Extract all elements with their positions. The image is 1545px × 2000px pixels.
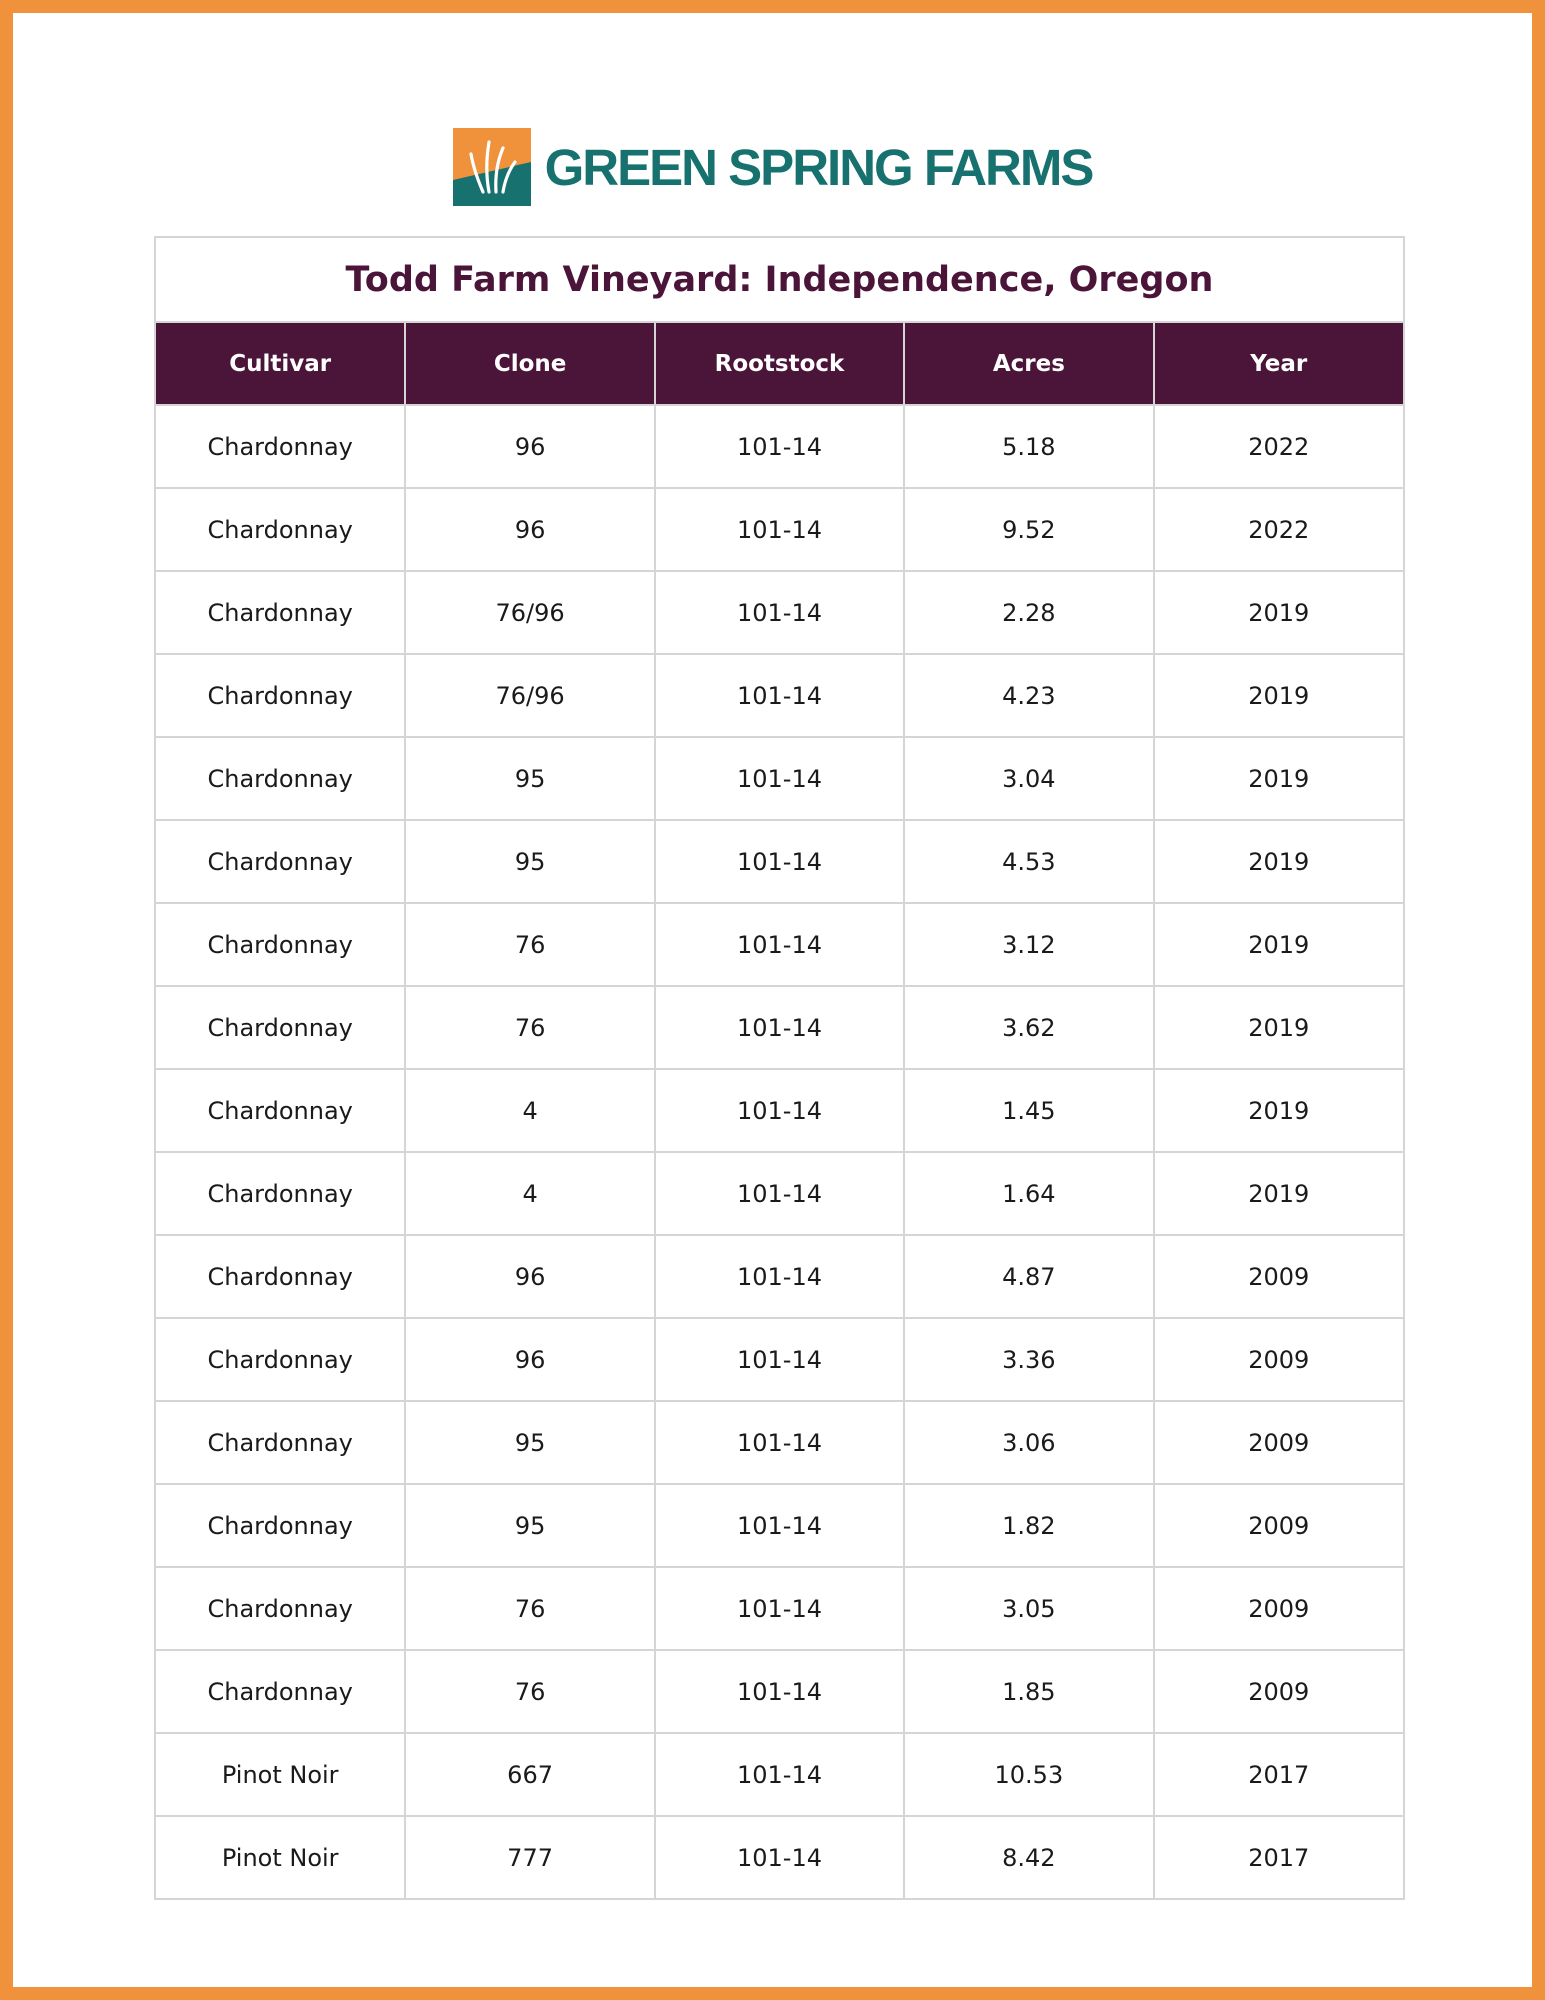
cell-year: 2022 <box>1154 405 1403 488</box>
cell-year: 2019 <box>1154 986 1403 1069</box>
cell-cultivar: Chardonnay <box>156 1484 405 1567</box>
cell-clone: 95 <box>405 1401 654 1484</box>
table-row <box>156 1152 1403 1235</box>
table-row <box>156 654 1403 737</box>
cell-acres: 10.53 <box>904 1733 1153 1816</box>
cell-rootstock: 101-14 <box>655 903 904 986</box>
wheat-grass-icon <box>453 128 531 206</box>
cell-year: 2022 <box>1154 488 1403 571</box>
cell-cultivar: Chardonnay <box>156 903 405 986</box>
cell-cultivar: Pinot Noir <box>156 1733 405 1816</box>
cell-rootstock: 101-14 <box>655 1733 904 1816</box>
cell-rootstock: 101-14 <box>655 488 904 571</box>
cell-rootstock: 101-14 <box>655 654 904 737</box>
cell-clone: 95 <box>405 820 654 903</box>
table-row <box>156 1401 1403 1484</box>
cell-year: 2017 <box>1154 1816 1403 1898</box>
cell-rootstock: 101-14 <box>655 986 904 1069</box>
cell-clone: 76/96 <box>405 654 654 737</box>
cell-year: 2009 <box>1154 1401 1403 1484</box>
cell-acres: 1.82 <box>904 1484 1153 1567</box>
cell-acres: 4.53 <box>904 820 1153 903</box>
cell-acres: 4.23 <box>904 654 1153 737</box>
table-row <box>156 1650 1403 1733</box>
cell-cultivar: Chardonnay <box>156 1235 405 1318</box>
cell-year: 2019 <box>1154 654 1403 737</box>
table-row <box>156 405 1403 488</box>
cell-clone: 76/96 <box>405 571 654 654</box>
cell-cultivar: Chardonnay <box>156 1567 405 1650</box>
table-row <box>156 986 1403 1069</box>
table-header-row <box>156 323 1403 405</box>
vineyard-table-card <box>154 236 1405 1900</box>
cell-rootstock: 101-14 <box>655 820 904 903</box>
cell-acres: 9.52 <box>904 488 1153 571</box>
cell-cultivar: Chardonnay <box>156 737 405 820</box>
cell-rootstock: 101-14 <box>655 1816 904 1898</box>
table-row <box>156 1318 1403 1401</box>
table-row <box>156 903 1403 986</box>
cell-year: 2019 <box>1154 737 1403 820</box>
cell-year: 2009 <box>1154 1567 1403 1650</box>
cell-rootstock: 101-14 <box>655 571 904 654</box>
cell-clone: 76 <box>405 1650 654 1733</box>
table-row <box>156 1733 1403 1816</box>
cell-cultivar: Chardonnay <box>156 488 405 571</box>
cell-clone: 4 <box>405 1152 654 1235</box>
cell-clone: 96 <box>405 405 654 488</box>
cell-acres: 2.28 <box>904 571 1153 654</box>
cell-cultivar: Chardonnay <box>156 405 405 488</box>
cell-year: 2019 <box>1154 820 1403 903</box>
table-row <box>156 737 1403 820</box>
cell-clone: 95 <box>405 1484 654 1567</box>
cell-year: 2019 <box>1154 571 1403 654</box>
cell-year: 2009 <box>1154 1318 1403 1401</box>
cell-clone: 95 <box>405 737 654 820</box>
cell-acres: 3.04 <box>904 737 1153 820</box>
cell-rootstock: 101-14 <box>655 1401 904 1484</box>
cell-acres: 1.45 <box>904 1069 1153 1152</box>
cell-acres: 5.18 <box>904 405 1153 488</box>
cell-clone: 4 <box>405 1069 654 1152</box>
cell-acres: 1.64 <box>904 1152 1153 1235</box>
cell-clone: 777 <box>405 1816 654 1898</box>
cell-cultivar: Chardonnay <box>156 1401 405 1484</box>
cell-clone: 76 <box>405 903 654 986</box>
cell-year: 2017 <box>1154 1733 1403 1816</box>
table-row <box>156 1816 1403 1898</box>
vineyard-table <box>156 323 1403 1898</box>
table-row <box>156 1484 1403 1567</box>
cell-year: 2009 <box>1154 1235 1403 1318</box>
table-row <box>156 820 1403 903</box>
cell-year: 2009 <box>1154 1484 1403 1567</box>
cell-cultivar: Chardonnay <box>156 820 405 903</box>
cell-clone: 76 <box>405 986 654 1069</box>
brand-name: GREEN SPRING FARMS <box>544 138 1093 196</box>
cell-cultivar: Chardonnay <box>156 1069 405 1152</box>
cell-clone: 667 <box>405 1733 654 1816</box>
cell-year: 2019 <box>1154 1152 1403 1235</box>
cell-cultivar: Chardonnay <box>156 986 405 1069</box>
cell-rootstock: 101-14 <box>655 1069 904 1152</box>
cell-clone: 96 <box>405 1235 654 1318</box>
cell-acres: 4.87 <box>904 1235 1153 1318</box>
table-row <box>156 1567 1403 1650</box>
table-title: Todd Farm Vineyard: Independence, Oregon <box>156 238 1403 323</box>
column-header-cultivar: Cultivar <box>156 323 405 405</box>
cell-rootstock: 101-14 <box>655 737 904 820</box>
cell-rootstock: 101-14 <box>655 1235 904 1318</box>
cell-cultivar: Chardonnay <box>156 1650 405 1733</box>
cell-acres: 3.62 <box>904 986 1153 1069</box>
table-body <box>156 405 1403 1898</box>
cell-acres: 3.05 <box>904 1567 1153 1650</box>
column-header-clone: Clone <box>405 323 654 405</box>
cell-rootstock: 101-14 <box>655 1318 904 1401</box>
column-header-acres: Acres <box>904 323 1153 405</box>
column-header-year: Year <box>1154 323 1403 405</box>
cell-rootstock: 101-14 <box>655 1152 904 1235</box>
cell-rootstock: 101-14 <box>655 1484 904 1567</box>
column-header-rootstock: Rootstock <box>655 323 904 405</box>
cell-cultivar: Chardonnay <box>156 571 405 654</box>
cell-rootstock: 101-14 <box>655 1567 904 1650</box>
cell-cultivar: Chardonnay <box>156 1152 405 1235</box>
cell-acres: 8.42 <box>904 1816 1153 1898</box>
cell-cultivar: Pinot Noir <box>156 1816 405 1898</box>
cell-acres: 1.85 <box>904 1650 1153 1733</box>
cell-cultivar: Chardonnay <box>156 1318 405 1401</box>
cell-clone: 96 <box>405 488 654 571</box>
brand-logo <box>13 128 1532 206</box>
cell-rootstock: 101-14 <box>655 1650 904 1733</box>
table-row <box>156 488 1403 571</box>
table-row <box>156 1235 1403 1318</box>
cell-acres: 3.36 <box>904 1318 1153 1401</box>
cell-acres: 3.06 <box>904 1401 1153 1484</box>
table-row <box>156 1069 1403 1152</box>
cell-cultivar: Chardonnay <box>156 654 405 737</box>
table-row <box>156 571 1403 654</box>
cell-clone: 76 <box>405 1567 654 1650</box>
cell-rootstock: 101-14 <box>655 405 904 488</box>
cell-year: 2019 <box>1154 903 1403 986</box>
cell-year: 2009 <box>1154 1650 1403 1733</box>
cell-acres: 3.12 <box>904 903 1153 986</box>
cell-clone: 96 <box>405 1318 654 1401</box>
cell-year: 2019 <box>1154 1069 1403 1152</box>
